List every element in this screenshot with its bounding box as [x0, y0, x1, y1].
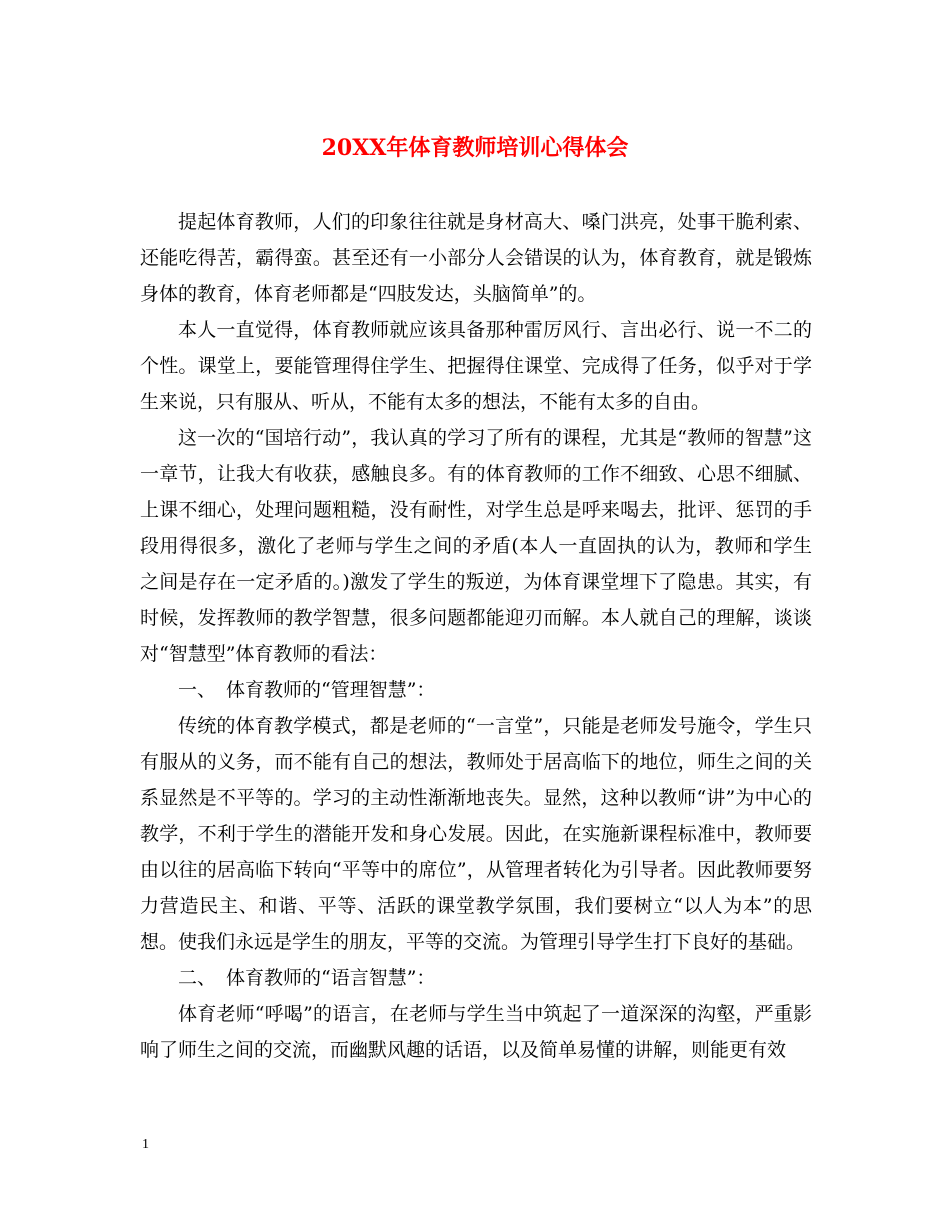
paragraph: 这一次的“国培行动”，我认真的学习了所有的课程，尤其是“教师的智慧”这一章节，让我大有收获，感触良多。有的体育教师的工作不细致、心思不细腻、上课不细心，处理问题粗糙，没有耐性，对学生总是呼来喝去，批评、惩罚的手段用得很多，激化了老师与学生之间的矛盾(本人一直固执的认为，教师和学生之间是存在一定矛盾的。)激发了学生的叛逆，为体育课堂埋下了隐患。其实，有时候，发挥教师的教学智慧，很多问题都能迎刃而解。本人就自己的理解，谈谈对“智慧型”体育教师的看法：	[140, 427, 812, 665]
section-number: 二、	[178, 967, 217, 989]
page-number: 1	[142, 1137, 149, 1152]
paragraph: 提起体育教师，人们的印象往往就是身材高大、嗓门洪亮，处事干脆利索、还能吃得苦，霸得蛮。甚至还有一小部分人会错误的认为，体育教育，就是锻炼身体的教育，体育老师都是“四肢发达，头脑简单”的。	[140, 211, 812, 305]
section-number: 一、	[178, 679, 217, 701]
document-body	[140, 204, 812, 1068]
section-heading-text: 体育教师的“语言智慧”：	[226, 967, 436, 989]
document-title: 20XX年体育教师培训心得体会	[321, 135, 629, 161]
paragraph: 本人一直觉得，体育教师就应该具备那种雷厉风行、言出必行、说一不二的个性。课堂上，要能管理得住学生、把握得住课堂、完成得了任务，似乎对于学生来说，只有服从、听从，不能有太多的想法，不能有太多的自由。	[140, 319, 812, 413]
section-heading-1	[140, 672, 812, 708]
paragraph: 体育老师“呼喝”的语言，在老师与学生当中筑起了一道深深的沟壑，严重影响了师生之间的交流，而幽默风趣的话语，以及简单易懂的讲解，则能更有效	[140, 1003, 812, 1061]
paragraph: 传统的体育教学模式，都是老师的“一言堂”，只能是老师发号施令，学生只有服从的义务，而不能有自己的想法，教师处于居高临下的地位，师生之间的关系显然是不平等的。学习的主动性渐渐地丧失。显然，这种以教师“讲”为中心的教学，不利于学生的潜能开发和身心发展。因此，在实施新课程标准中，教师要由以往的居高临下转向“平等中的席位”，从管理者转化为引导者。因此教师要努力营造民主、和谐、平等、活跃的课堂教学氛围，我们要树立“以人为本”的思想。使我们永远是学生的朋友，平等的交流。为管理引导学生打下良好的基础。	[140, 715, 812, 953]
section-heading-text: 体育教师的“管理智慧”：	[226, 679, 436, 701]
section-heading-2	[140, 960, 812, 996]
